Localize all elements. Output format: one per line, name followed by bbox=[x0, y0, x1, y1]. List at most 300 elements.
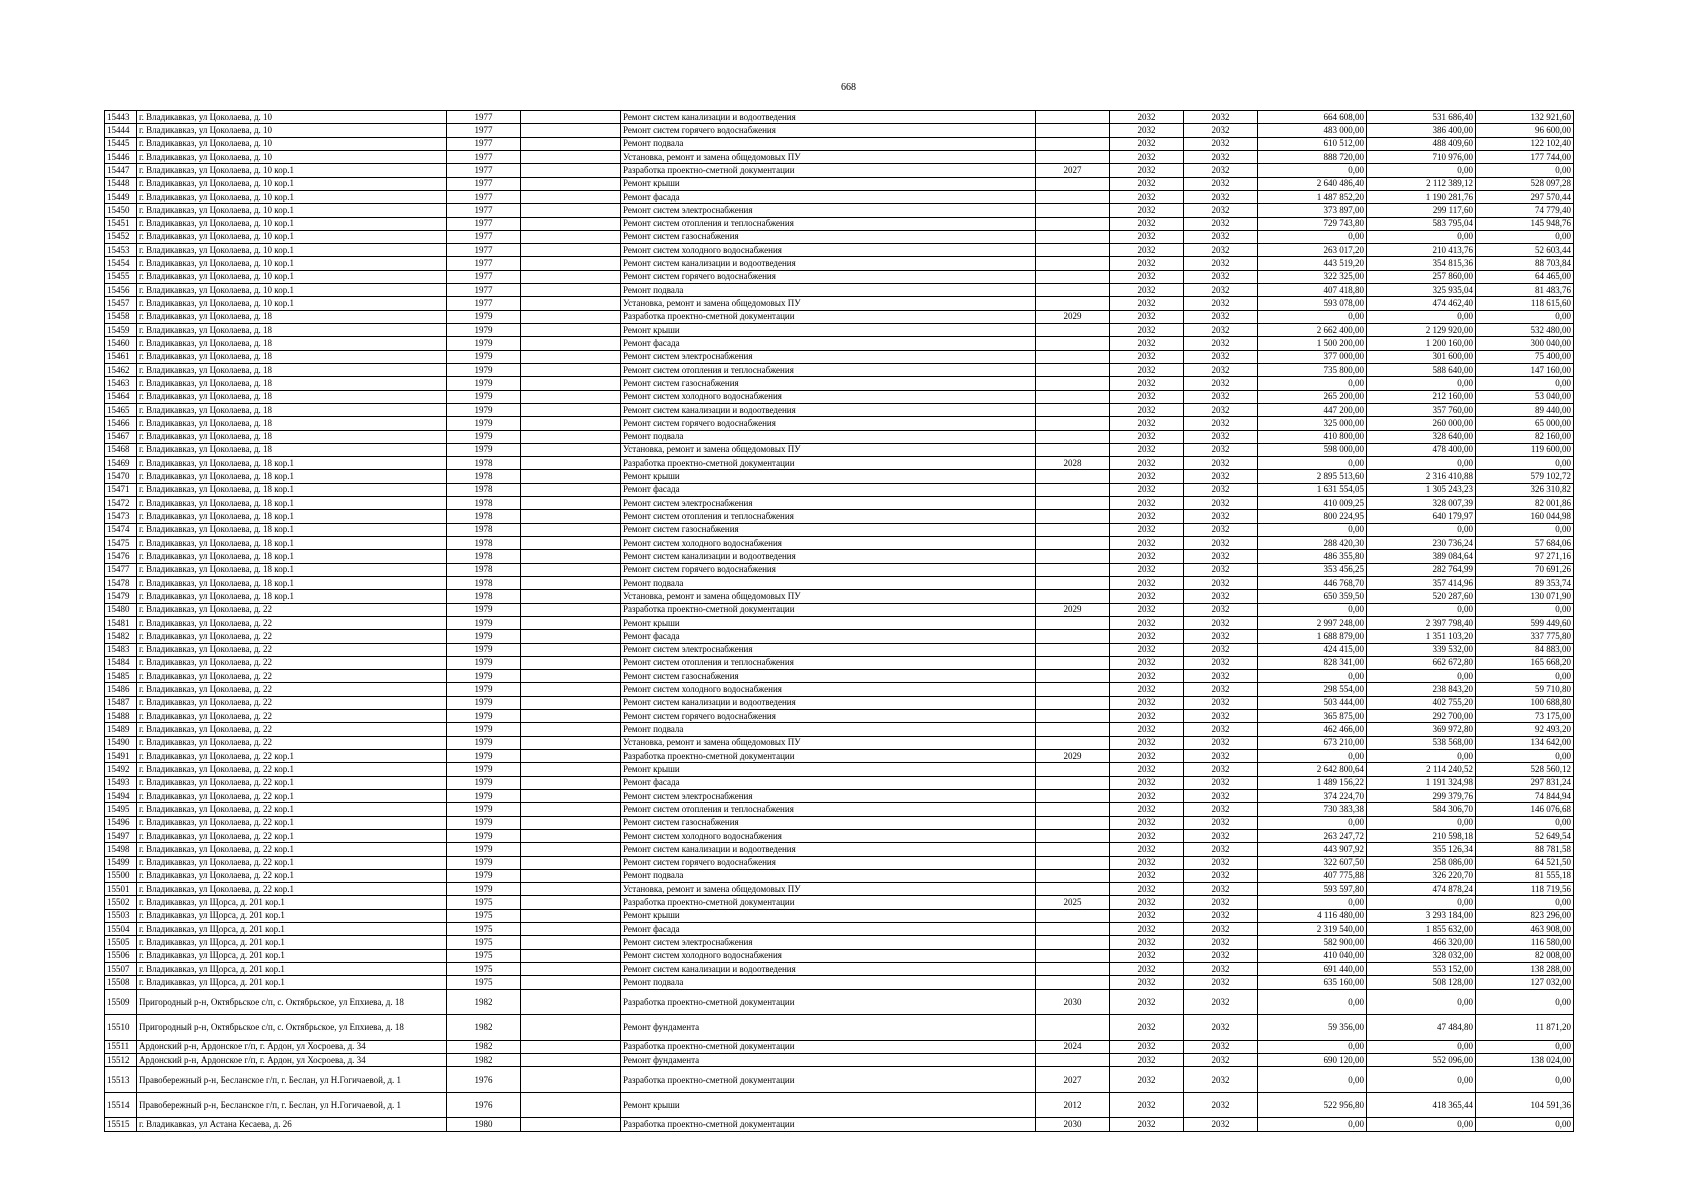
start-year-cell: 2032 bbox=[1110, 1053, 1184, 1066]
table-row bbox=[105, 630, 1574, 643]
build-year-cell: 1979 bbox=[447, 683, 521, 696]
plan-year-cell bbox=[1036, 949, 1110, 962]
fund-cost-cell: 588 640,00 bbox=[1367, 363, 1476, 376]
total-cost-cell: 503 444,00 bbox=[1258, 696, 1367, 709]
plan-year-cell bbox=[1036, 350, 1110, 363]
plan-year-cell bbox=[1036, 390, 1110, 403]
end-year-cell: 2032 bbox=[1184, 337, 1258, 350]
work-type-cell: Разработка проектно-сметной документации bbox=[621, 896, 1036, 909]
table-row bbox=[105, 137, 1574, 150]
plan-year-cell bbox=[1036, 523, 1110, 536]
build-year-cell: 1977 bbox=[447, 204, 521, 217]
end-year-cell: 2032 bbox=[1184, 656, 1258, 669]
table-row bbox=[105, 257, 1574, 270]
total-cost-cell: 443 519,20 bbox=[1258, 257, 1367, 270]
row-number: 15471 bbox=[105, 483, 137, 496]
fund-cost-cell: 282 764,99 bbox=[1367, 563, 1476, 576]
end-year-cell: 2032 bbox=[1184, 230, 1258, 243]
row-number: 15484 bbox=[105, 656, 137, 669]
build-year-cell: 1982 bbox=[447, 989, 521, 1015]
start-year-cell: 2032 bbox=[1110, 1118, 1184, 1131]
row-number: 15495 bbox=[105, 803, 137, 816]
work-type-cell: Ремонт систем отопления и теплоснабжения bbox=[621, 363, 1036, 376]
owner-cost-cell: 119 600,00 bbox=[1476, 443, 1574, 456]
blank-cell bbox=[521, 896, 621, 909]
table-row bbox=[105, 843, 1574, 856]
table-row bbox=[105, 523, 1574, 536]
row-number: 15467 bbox=[105, 430, 137, 443]
address-cell: г. Владикавказ, ул Цоколаева, д. 22 bbox=[137, 643, 447, 656]
build-year-cell: 1977 bbox=[447, 297, 521, 310]
total-cost-cell: 0,00 bbox=[1258, 989, 1367, 1015]
build-year-cell: 1977 bbox=[447, 177, 521, 190]
fund-cost-cell: 478 400,00 bbox=[1367, 443, 1476, 456]
start-year-cell: 2032 bbox=[1110, 976, 1184, 989]
fund-cost-cell: 474 462,40 bbox=[1367, 297, 1476, 310]
row-number: 15470 bbox=[105, 470, 137, 483]
table-row bbox=[105, 284, 1574, 297]
plan-year-cell bbox=[1036, 670, 1110, 683]
fund-cost-cell: 662 672,80 bbox=[1367, 656, 1476, 669]
blank-cell bbox=[521, 590, 621, 603]
plan-year-cell bbox=[1036, 403, 1110, 416]
end-year-cell: 2032 bbox=[1184, 710, 1258, 723]
table-row bbox=[105, 124, 1574, 137]
row-number: 15514 bbox=[105, 1092, 137, 1118]
blank-cell bbox=[521, 483, 621, 496]
fund-cost-cell: 2 129 920,00 bbox=[1367, 324, 1476, 337]
build-year-cell: 1978 bbox=[447, 576, 521, 589]
address-cell: г. Владикавказ, ул Цоколаева, д. 22 bbox=[137, 683, 447, 696]
row-number: 15500 bbox=[105, 869, 137, 882]
start-year-cell: 2032 bbox=[1110, 137, 1184, 150]
blank-cell bbox=[521, 177, 621, 190]
work-type-cell: Ремонт систем газоснабжения bbox=[621, 377, 1036, 390]
end-year-cell: 2032 bbox=[1184, 989, 1258, 1015]
work-type-cell: Ремонт систем газоснабжения bbox=[621, 230, 1036, 243]
row-number: 15446 bbox=[105, 150, 137, 163]
build-year-cell: 1978 bbox=[447, 457, 521, 470]
build-year-cell: 1975 bbox=[447, 896, 521, 909]
fund-cost-cell: 1 190 281,76 bbox=[1367, 190, 1476, 203]
work-type-cell: Ремонт крыши bbox=[621, 1092, 1036, 1118]
work-type-cell: Ремонт систем газоснабжения bbox=[621, 523, 1036, 536]
fund-cost-cell: 389 084,64 bbox=[1367, 550, 1476, 563]
address-cell: г. Владикавказ, ул Цоколаева, д. 18 bbox=[137, 390, 447, 403]
owner-cost-cell: 104 591,36 bbox=[1476, 1092, 1574, 1118]
build-year-cell: 1982 bbox=[447, 1015, 521, 1041]
start-year-cell: 2032 bbox=[1110, 883, 1184, 896]
blank-cell bbox=[521, 137, 621, 150]
build-year-cell: 1977 bbox=[447, 230, 521, 243]
total-cost-cell: 59 356,00 bbox=[1258, 1015, 1367, 1041]
end-year-cell: 2032 bbox=[1184, 816, 1258, 829]
start-year-cell: 2032 bbox=[1110, 363, 1184, 376]
total-cost-cell: 735 800,00 bbox=[1258, 363, 1367, 376]
build-year-cell: 1977 bbox=[447, 150, 521, 163]
total-cost-cell: 447 200,00 bbox=[1258, 403, 1367, 416]
start-year-cell: 2032 bbox=[1110, 576, 1184, 589]
table-row bbox=[105, 457, 1574, 470]
build-year-cell: 1977 bbox=[447, 111, 521, 124]
blank-cell bbox=[521, 723, 621, 736]
plan-year-cell: 2030 bbox=[1036, 989, 1110, 1015]
address-cell: г. Владикавказ, ул Цоколаева, д. 10 кор.1 bbox=[137, 270, 447, 283]
build-year-cell: 1979 bbox=[447, 337, 521, 350]
build-year-cell: 1978 bbox=[447, 470, 521, 483]
plan-year-cell bbox=[1036, 883, 1110, 896]
blank-cell bbox=[521, 936, 621, 949]
blank-cell bbox=[521, 204, 621, 217]
blank-cell bbox=[521, 443, 621, 456]
build-year-cell: 1979 bbox=[447, 616, 521, 629]
row-number: 15466 bbox=[105, 417, 137, 430]
row-number: 15454 bbox=[105, 257, 137, 270]
owner-cost-cell: 532 480,00 bbox=[1476, 324, 1574, 337]
start-year-cell: 2032 bbox=[1110, 643, 1184, 656]
fund-cost-cell: 299 117,60 bbox=[1367, 204, 1476, 217]
start-year-cell: 2032 bbox=[1110, 217, 1184, 230]
row-number: 15474 bbox=[105, 523, 137, 536]
blank-cell bbox=[521, 324, 621, 337]
blank-cell bbox=[521, 856, 621, 869]
end-year-cell: 2032 bbox=[1184, 137, 1258, 150]
plan-year-cell bbox=[1036, 137, 1110, 150]
build-year-cell: 1977 bbox=[447, 164, 521, 177]
total-cost-cell: 0,00 bbox=[1258, 457, 1367, 470]
owner-cost-cell: 84 883,00 bbox=[1476, 643, 1574, 656]
owner-cost-cell: 92 493,20 bbox=[1476, 723, 1574, 736]
total-cost-cell: 374 224,70 bbox=[1258, 789, 1367, 802]
owner-cost-cell: 528 560,12 bbox=[1476, 763, 1574, 776]
blank-cell bbox=[521, 683, 621, 696]
row-number: 15483 bbox=[105, 643, 137, 656]
work-type-cell: Ремонт систем канализации и водоотведения bbox=[621, 696, 1036, 709]
owner-cost-cell: 118 615,60 bbox=[1476, 297, 1574, 310]
table-row bbox=[105, 310, 1574, 323]
table-row bbox=[105, 670, 1574, 683]
start-year-cell: 2032 bbox=[1110, 497, 1184, 510]
build-year-cell: 1979 bbox=[447, 443, 521, 456]
build-year-cell: 1977 bbox=[447, 124, 521, 137]
start-year-cell: 2032 bbox=[1110, 377, 1184, 390]
row-number: 15458 bbox=[105, 310, 137, 323]
work-type-cell: Ремонт систем канализации и водоотведения bbox=[621, 111, 1036, 124]
plan-year-cell bbox=[1036, 803, 1110, 816]
fund-cost-cell: 355 126,34 bbox=[1367, 843, 1476, 856]
blank-cell bbox=[521, 963, 621, 976]
total-cost-cell: 410 040,00 bbox=[1258, 949, 1367, 962]
fund-cost-cell: 0,00 bbox=[1367, 670, 1476, 683]
address-cell: г. Владикавказ, ул Цоколаева, д. 10 bbox=[137, 124, 447, 137]
work-type-cell: Разработка проектно-сметной документации bbox=[621, 1040, 1036, 1053]
table-row bbox=[105, 377, 1574, 390]
fund-cost-cell: 257 860,00 bbox=[1367, 270, 1476, 283]
work-type-cell: Установка, ремонт и замена общедомовых ПУ bbox=[621, 150, 1036, 163]
build-year-cell: 1979 bbox=[447, 377, 521, 390]
end-year-cell: 2032 bbox=[1184, 763, 1258, 776]
work-type-cell: Ремонт систем горячего водоснабжения bbox=[621, 563, 1036, 576]
fund-cost-cell: 2 397 798,40 bbox=[1367, 616, 1476, 629]
blank-cell bbox=[521, 403, 621, 416]
address-cell: Пригородный р-н, Октябрьское с/п, с. Октябрьское, ул Епхиева, д. 18 bbox=[137, 1015, 447, 1041]
blank-cell bbox=[521, 643, 621, 656]
work-type-cell: Ремонт систем горячего водоснабжения bbox=[621, 856, 1036, 869]
work-type-cell: Ремонт систем канализации и водоотведения bbox=[621, 843, 1036, 856]
work-type-cell: Ремонт систем отопления и теплоснабжения bbox=[621, 656, 1036, 669]
total-cost-cell: 407 775,88 bbox=[1258, 869, 1367, 882]
work-type-cell: Ремонт систем горячего водоснабжения bbox=[621, 710, 1036, 723]
row-number: 15453 bbox=[105, 244, 137, 257]
owner-cost-cell: 82 001,86 bbox=[1476, 497, 1574, 510]
start-year-cell: 2032 bbox=[1110, 470, 1184, 483]
row-number: 15503 bbox=[105, 909, 137, 922]
build-year-cell: 1978 bbox=[447, 510, 521, 523]
build-year-cell: 1979 bbox=[447, 869, 521, 882]
row-number: 15463 bbox=[105, 377, 137, 390]
capital-repair-register-table bbox=[104, 110, 1574, 1132]
end-year-cell: 2032 bbox=[1184, 270, 1258, 283]
owner-cost-cell: 127 032,00 bbox=[1476, 976, 1574, 989]
end-year-cell: 2032 bbox=[1184, 750, 1258, 763]
build-year-cell: 1978 bbox=[447, 550, 521, 563]
fund-cost-cell: 488 409,60 bbox=[1367, 137, 1476, 150]
row-number: 15473 bbox=[105, 510, 137, 523]
owner-cost-cell: 0,00 bbox=[1476, 523, 1574, 536]
build-year-cell: 1979 bbox=[447, 417, 521, 430]
row-number: 15490 bbox=[105, 736, 137, 749]
build-year-cell: 1979 bbox=[447, 630, 521, 643]
blank-cell bbox=[521, 776, 621, 789]
address-cell: г. Владикавказ, ул Цоколаева, д. 22 bbox=[137, 670, 447, 683]
work-type-cell: Установка, ремонт и замена общедомовых ПУ bbox=[621, 883, 1036, 896]
owner-cost-cell: 177 744,00 bbox=[1476, 150, 1574, 163]
address-cell: г. Владикавказ, ул Цоколаева, д. 10 кор.1 bbox=[137, 244, 447, 257]
table-row bbox=[105, 989, 1574, 1015]
plan-year-cell bbox=[1036, 510, 1110, 523]
owner-cost-cell: 138 024,00 bbox=[1476, 1053, 1574, 1066]
start-year-cell: 2032 bbox=[1110, 111, 1184, 124]
end-year-cell: 2032 bbox=[1184, 723, 1258, 736]
total-cost-cell: 2 997 248,00 bbox=[1258, 616, 1367, 629]
address-cell: г. Владикавказ, ул Цоколаева, д. 18 кор.1 bbox=[137, 483, 447, 496]
owner-cost-cell: 88 703,84 bbox=[1476, 257, 1574, 270]
total-cost-cell: 407 418,80 bbox=[1258, 284, 1367, 297]
row-number: 15456 bbox=[105, 284, 137, 297]
address-cell: г. Владикавказ, ул Щорса, д. 201 кор.1 bbox=[137, 896, 447, 909]
plan-year-cell bbox=[1036, 324, 1110, 337]
owner-cost-cell: 65 000,00 bbox=[1476, 417, 1574, 430]
table-row bbox=[105, 763, 1574, 776]
fund-cost-cell: 3 293 184,00 bbox=[1367, 909, 1476, 922]
work-type-cell: Ремонт крыши bbox=[621, 616, 1036, 629]
build-year-cell: 1979 bbox=[447, 656, 521, 669]
plan-year-cell bbox=[1036, 616, 1110, 629]
blank-cell bbox=[521, 710, 621, 723]
owner-cost-cell: 75 400,00 bbox=[1476, 350, 1574, 363]
row-number: 15476 bbox=[105, 550, 137, 563]
start-year-cell: 2032 bbox=[1110, 483, 1184, 496]
row-number: 15515 bbox=[105, 1118, 137, 1131]
build-year-cell: 1975 bbox=[447, 976, 521, 989]
build-year-cell: 1977 bbox=[447, 137, 521, 150]
start-year-cell: 2032 bbox=[1110, 843, 1184, 856]
blank-cell bbox=[521, 883, 621, 896]
table-row bbox=[105, 270, 1574, 283]
address-cell: г. Владикавказ, ул Цоколаева, д. 22 кор.1 bbox=[137, 829, 447, 842]
owner-cost-cell: 297 831,24 bbox=[1476, 776, 1574, 789]
table-row bbox=[105, 776, 1574, 789]
total-cost-cell: 664 608,00 bbox=[1258, 111, 1367, 124]
owner-cost-cell: 138 288,00 bbox=[1476, 963, 1574, 976]
fund-cost-cell: 210 413,76 bbox=[1367, 244, 1476, 257]
plan-year-cell bbox=[1036, 377, 1110, 390]
work-type-cell: Установка, ремонт и замена общедомовых ПУ bbox=[621, 736, 1036, 749]
address-cell: г. Владикавказ, ул Щорса, д. 201 кор.1 bbox=[137, 976, 447, 989]
work-type-cell: Ремонт систем газоснабжения bbox=[621, 670, 1036, 683]
fund-cost-cell: 0,00 bbox=[1367, 1118, 1476, 1131]
work-type-cell: Ремонт фасада bbox=[621, 630, 1036, 643]
plan-year-cell bbox=[1036, 150, 1110, 163]
plan-year-cell bbox=[1036, 270, 1110, 283]
row-number: 15464 bbox=[105, 390, 137, 403]
blank-cell bbox=[521, 696, 621, 709]
plan-year-cell bbox=[1036, 537, 1110, 550]
plan-year-cell bbox=[1036, 843, 1110, 856]
fund-cost-cell: 0,00 bbox=[1367, 457, 1476, 470]
start-year-cell: 2032 bbox=[1110, 150, 1184, 163]
row-number: 15488 bbox=[105, 710, 137, 723]
table-row bbox=[105, 803, 1574, 816]
total-cost-cell: 483 000,00 bbox=[1258, 124, 1367, 137]
build-year-cell: 1979 bbox=[447, 430, 521, 443]
start-year-cell: 2032 bbox=[1110, 816, 1184, 829]
end-year-cell: 2032 bbox=[1184, 177, 1258, 190]
address-cell: г. Владикавказ, ул Цоколаева, д. 10 кор.1 bbox=[137, 257, 447, 270]
end-year-cell: 2032 bbox=[1184, 1092, 1258, 1118]
total-cost-cell: 325 000,00 bbox=[1258, 417, 1367, 430]
end-year-cell: 2032 bbox=[1184, 936, 1258, 949]
plan-year-cell bbox=[1036, 963, 1110, 976]
total-cost-cell: 0,00 bbox=[1258, 603, 1367, 616]
row-number: 15444 bbox=[105, 124, 137, 137]
owner-cost-cell: 134 642,00 bbox=[1476, 736, 1574, 749]
end-year-cell: 2032 bbox=[1184, 1015, 1258, 1041]
blank-cell bbox=[521, 150, 621, 163]
blank-cell bbox=[521, 550, 621, 563]
row-number: 15496 bbox=[105, 816, 137, 829]
plan-year-cell bbox=[1036, 696, 1110, 709]
plan-year-cell bbox=[1036, 1015, 1110, 1041]
start-year-cell: 2032 bbox=[1110, 523, 1184, 536]
work-type-cell: Установка, ремонт и замена общедомовых ПУ bbox=[621, 590, 1036, 603]
address-cell: г. Владикавказ, ул Цоколаева, д. 10 кор.1 bbox=[137, 190, 447, 203]
end-year-cell: 2032 bbox=[1184, 483, 1258, 496]
blank-cell bbox=[521, 497, 621, 510]
fund-cost-cell: 0,00 bbox=[1367, 1040, 1476, 1053]
build-year-cell: 1975 bbox=[447, 936, 521, 949]
address-cell: Правобережный р-н, Бесланское г/п, г. Беслан, ул Н.Гогичаевой, д. 1 bbox=[137, 1067, 447, 1093]
owner-cost-cell: 0,00 bbox=[1476, 230, 1574, 243]
blank-cell bbox=[521, 377, 621, 390]
blank-cell bbox=[521, 430, 621, 443]
end-year-cell: 2032 bbox=[1184, 909, 1258, 922]
table-row bbox=[105, 643, 1574, 656]
plan-year-cell bbox=[1036, 417, 1110, 430]
table-row bbox=[105, 883, 1574, 896]
table-row bbox=[105, 537, 1574, 550]
build-year-cell: 1979 bbox=[447, 403, 521, 416]
table-row bbox=[105, 949, 1574, 962]
blank-cell bbox=[521, 417, 621, 430]
blank-cell bbox=[521, 270, 621, 283]
total-cost-cell: 582 900,00 bbox=[1258, 936, 1367, 949]
build-year-cell: 1979 bbox=[447, 736, 521, 749]
start-year-cell: 2032 bbox=[1110, 164, 1184, 177]
owner-cost-cell: 160 044,98 bbox=[1476, 510, 1574, 523]
start-year-cell: 2032 bbox=[1110, 829, 1184, 842]
address-cell: г. Владикавказ, ул Цоколаева, д. 18 bbox=[137, 443, 447, 456]
address-cell: г. Владикавказ, ул Щорса, д. 201 кор.1 bbox=[137, 923, 447, 936]
plan-year-cell: 2028 bbox=[1036, 457, 1110, 470]
plan-year-cell bbox=[1036, 856, 1110, 869]
fund-cost-cell: 328 032,00 bbox=[1367, 949, 1476, 962]
blank-cell bbox=[521, 789, 621, 802]
build-year-cell: 1978 bbox=[447, 483, 521, 496]
row-number: 15481 bbox=[105, 616, 137, 629]
owner-cost-cell: 130 071,90 bbox=[1476, 590, 1574, 603]
address-cell: г. Владикавказ, ул Цоколаева, д. 10 кор.1 bbox=[137, 297, 447, 310]
start-year-cell: 2032 bbox=[1110, 776, 1184, 789]
end-year-cell: 2032 bbox=[1184, 403, 1258, 416]
plan-year-cell bbox=[1036, 550, 1110, 563]
address-cell: г. Владикавказ, ул Цоколаева, д. 18 кор.1 bbox=[137, 510, 447, 523]
table-row bbox=[105, 164, 1574, 177]
end-year-cell: 2032 bbox=[1184, 550, 1258, 563]
row-number: 15457 bbox=[105, 297, 137, 310]
work-type-cell: Разработка проектно-сметной документации bbox=[621, 750, 1036, 763]
table-row bbox=[105, 909, 1574, 922]
address-cell: г. Владикавказ, ул Цоколаева, д. 22 кор.1 bbox=[137, 776, 447, 789]
table-row bbox=[105, 244, 1574, 257]
total-cost-cell: 265 200,00 bbox=[1258, 390, 1367, 403]
start-year-cell: 2032 bbox=[1110, 909, 1184, 922]
work-type-cell: Установка, ремонт и замена общедомовых ПУ bbox=[621, 443, 1036, 456]
blank-cell bbox=[521, 763, 621, 776]
blank-cell bbox=[521, 843, 621, 856]
table-row bbox=[105, 1067, 1574, 1093]
start-year-cell: 2032 bbox=[1110, 616, 1184, 629]
table-row bbox=[105, 430, 1574, 443]
plan-year-cell bbox=[1036, 643, 1110, 656]
total-cost-cell: 2 895 513,60 bbox=[1258, 470, 1367, 483]
end-year-cell: 2032 bbox=[1184, 563, 1258, 576]
build-year-cell: 1979 bbox=[447, 643, 521, 656]
build-year-cell: 1977 bbox=[447, 257, 521, 270]
plan-year-cell bbox=[1036, 284, 1110, 297]
build-year-cell: 1975 bbox=[447, 949, 521, 962]
row-number: 15493 bbox=[105, 776, 137, 789]
row-number: 15461 bbox=[105, 350, 137, 363]
build-year-cell: 1979 bbox=[447, 883, 521, 896]
fund-cost-cell: 2 316 410,88 bbox=[1367, 470, 1476, 483]
fund-cost-cell: 1 305 243,23 bbox=[1367, 483, 1476, 496]
owner-cost-cell: 579 102,72 bbox=[1476, 470, 1574, 483]
work-type-cell: Ремонт подвала bbox=[621, 723, 1036, 736]
build-year-cell: 1979 bbox=[447, 843, 521, 856]
start-year-cell: 2032 bbox=[1110, 403, 1184, 416]
blank-cell bbox=[521, 923, 621, 936]
